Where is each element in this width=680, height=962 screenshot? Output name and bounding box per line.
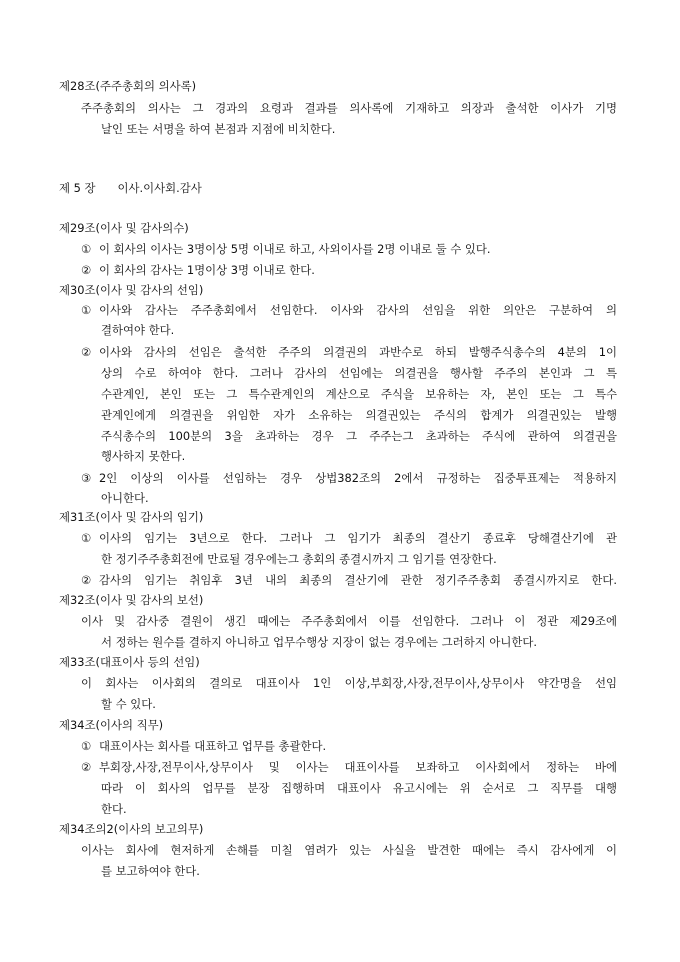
article-34-2-body-line-2: 를 보고하여야 한다. — [101, 864, 200, 878]
item-text: 이사와 감사의 선임은 출석한 주주의 의결권의 과반수로 하되 발행주식총수의 4분의 1이 — [99, 345, 617, 359]
item-marker: ② — [81, 760, 92, 774]
article-30-item-2-line-1 — [81, 343, 617, 362]
item-marker: ② — [81, 263, 92, 277]
article-31-item-1-line-2: 한 정기주주총회전에 만료될 경우에는그 총회의 종결시까지 그 임기를 연장한다. — [101, 552, 497, 566]
article-33-body-line-1: 이 회사는 이사회의 결의로 대표이사 1인 이상,부회장,사장,전무이사,상무이사 약간명을 선임 — [81, 676, 617, 690]
article-34-item-1 — [81, 737, 326, 756]
item-marker: ③ — [81, 471, 92, 485]
item-marker: ② — [81, 573, 92, 587]
item-text: 이 회사의 이사는 3명이상 5명 이내로 하고, 사외이사를 2명 이내로 둘 수 있다. — [99, 242, 491, 256]
article-30-item-1-line-2: 결하여야 한다. — [101, 323, 175, 337]
article-34-item-2-line-2: 따라 이 회사의 업무를 분장 집행하며 대표이사 유고시에는 위 순서로 그 직무를 대행 — [101, 781, 617, 795]
article-29-item-1 — [81, 240, 491, 259]
article-31-item-2 — [81, 571, 617, 590]
item-marker: ① — [81, 531, 92, 545]
article-32-body-line-2: 서 정하는 원수를 결하지 아니하고 업무수행상 지장이 없는 경우에는 그러하지 아니한다. — [101, 635, 537, 649]
article-31-item-1-line-1 — [81, 529, 617, 548]
item-text: 이사와 감사는 주주총회에서 선임한다. 이사와 감사의 선임을 위한 의안은 구분하여 의 — [99, 303, 617, 317]
article-30-item-2-line-2: 상의 수로 하여야 한다. 그러나 감사의 선임에는 의결권을 행사할 주주의 본인과 그 특 — [101, 366, 617, 380]
item-marker: ① — [81, 739, 92, 753]
article-30-item-2-line-3: 수관계인, 본인 또는 그 특수관계인의 계산으로 주식을 보유하는 자, 본인 또는 그 특수 — [101, 387, 617, 401]
article-30-item-3-line-1 — [81, 469, 617, 488]
article-29-item-2 — [81, 261, 315, 280]
article-30-item-2-line-5: 주식총수의 100분의 3을 초과하는 경우 그 주주는그 초과하는 주식에 관하여 의결권을 — [101, 429, 617, 443]
item-text: 감사의 임기는 취임후 3년 내의 최종의 결산기에 관한 정기주주총회 종결시까지로 한다. — [99, 573, 617, 587]
article-34-2-title: 제34조의2(이사의 보고의무) — [59, 822, 204, 836]
item-text: 2인 이상의 이사를 선임하는 경우 상법382조의 2에서 규정하는 집중투표제는 적용하지 — [99, 471, 617, 485]
article-31-title: 제31조(이사 및 감사의 임기) — [59, 510, 204, 524]
article-34-2-body-line-1: 이사는 회사에 현저하게 손해를 미칠 염려가 있는 사실을 발견한 때에는 즉시 감사에게 이 — [81, 843, 617, 857]
article-32-body-line-1: 이사 및 감사중 결원이 생긴 때에는 주주총회에서 이를 선임한다. 그러나 이 정관 제29조에 — [81, 614, 617, 628]
article-33-title: 제33조(대표이사 등의 선임) — [59, 655, 200, 669]
article-30-item-2-line-4: 관계인에게 의결권을 위임한 자가 소유하는 의결권있는 주식의 합계가 의결권있는 발행 — [101, 408, 617, 422]
item-text: 부회장,사장,전무이사,상무이사 및 이사는 대표이사를 보좌하고 이사회에서 정하는 바에 — [99, 760, 617, 774]
article-34-item-2-line-1 — [81, 758, 617, 777]
article-34-item-2-line-3: 한다. — [101, 802, 127, 816]
article-33-body-line-2: 할 수 있다. — [101, 697, 156, 711]
article-30-item-2-line-6: 행사하지 못한다. — [101, 449, 186, 463]
item-text: 이사의 임기는 3년으로 한다. 그러나 그 임기가 최종의 결산기 종료후 당해결산기에 관 — [99, 531, 617, 545]
article-30-item-1-line-1 — [81, 301, 617, 320]
article-28-body-line-1: 주주총회의 의사는 그 경과의 요령과 결과를 의사록에 기재하고 의장과 출석한 이사가 기명 — [81, 101, 617, 115]
article-29-title: 제29조(이사 및 감사의수) — [59, 221, 189, 235]
item-marker: ① — [81, 242, 92, 256]
item-marker: ② — [81, 345, 92, 359]
article-34-title: 제34조(이사의 직무) — [59, 718, 164, 732]
article-32-title: 제32조(이사 및 감사의 보선) — [59, 593, 204, 607]
article-30-item-3-line-2: 아니한다. — [101, 491, 149, 505]
chapter-number: 제 5 장 — [59, 181, 96, 195]
article-28-title: 제28조(주주총회의 의사록) — [59, 79, 197, 93]
article-28-body-line-2: 날인 또는 서명을 하여 본점과 지점에 비치한다. — [101, 122, 336, 136]
chapter-5-heading — [59, 179, 202, 198]
article-30-title: 제30조(이사 및 감사의 선임) — [59, 283, 204, 297]
item-marker: ① — [81, 303, 92, 317]
item-text: 대표이사는 회사를 대표하고 업무를 총괄한다. — [99, 739, 327, 753]
chapter-title: 이사.이사회.감사 — [117, 181, 202, 195]
item-text: 이 회사의 감사는 1명이상 3명 이내로 한다. — [99, 263, 315, 277]
